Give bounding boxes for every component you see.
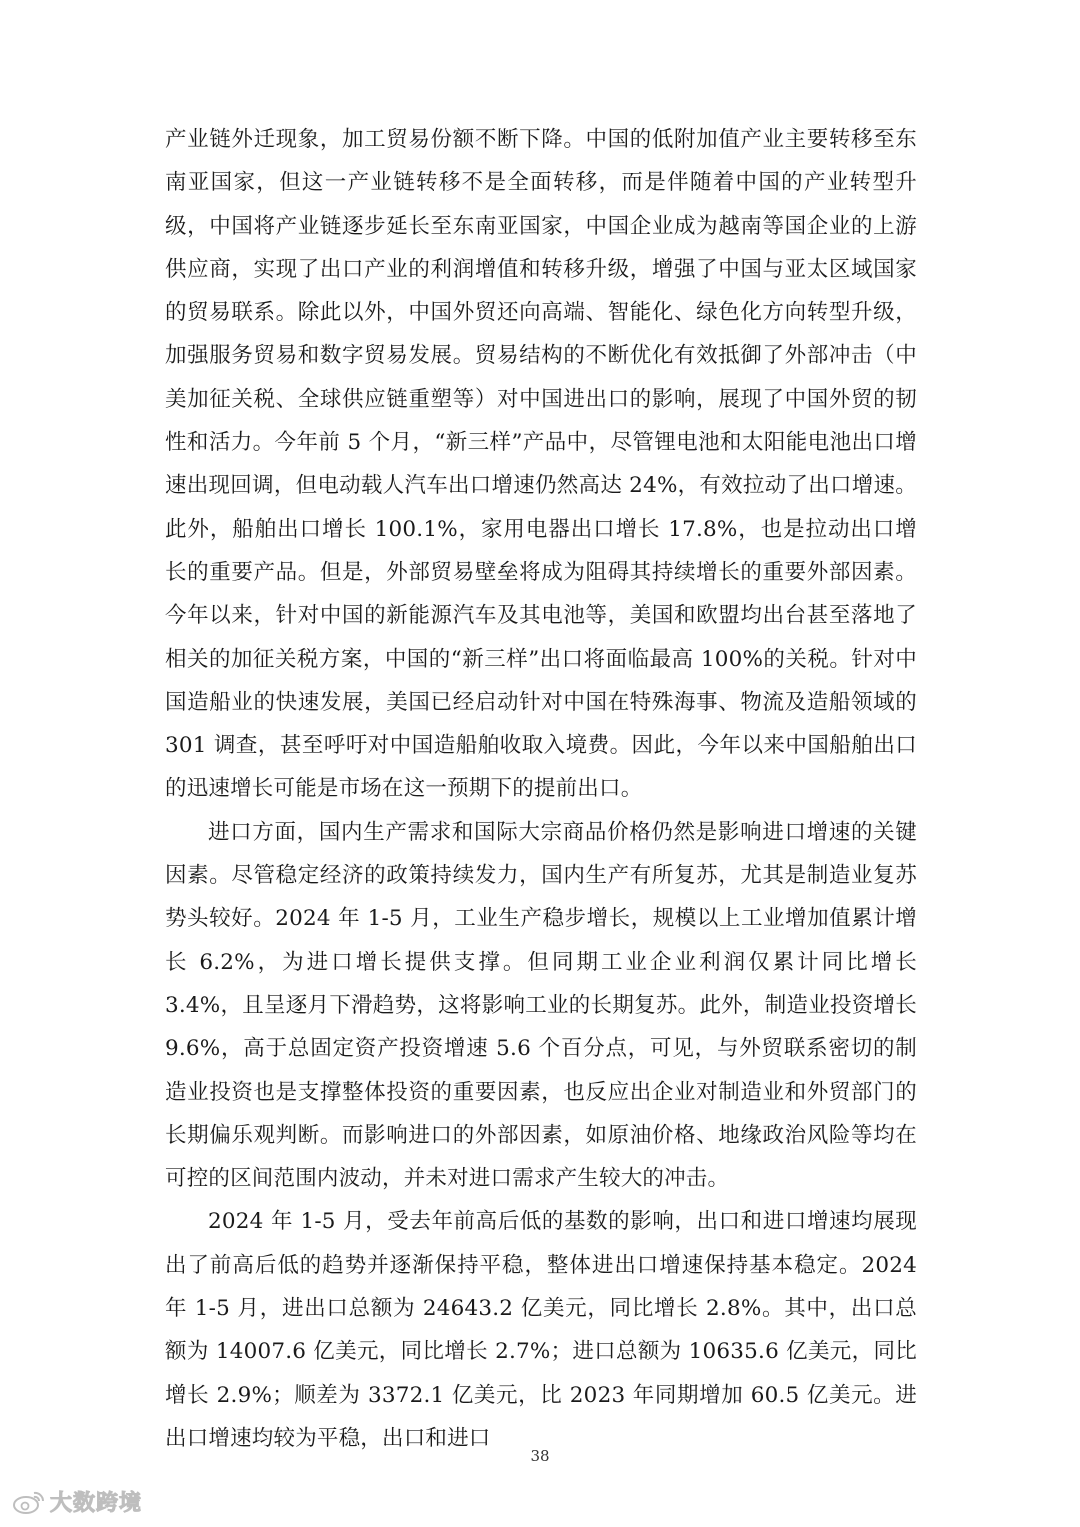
- paragraph-3: 2024 年 1-5 月，受去年前高后低的基数的影响，出口和进口增速均展现出了前高后低的趋势并逐渐保持平稳，整体进出口增速保持基本稳定。2024 年 1-5 月，进出口总额为 24643.2 亿美元，同比增长 2.8%。其中，出口总额为 14007.6 亿美元，同比增长 2.7%；进口总额为 10635.6 亿美元，同比增长 2.9%；顺差为 3372.1 亿美元，比 2023 年同期增加 60.5 亿美元。进出口增速均较为平稳，出口和进口: [165, 1209, 917, 1451]
- paragraph-1: 产业链外迁现象，加工贸易份额不断下降。中国的低附加值产业主要转移至东南亚国家，但这一产业链转移不是全面转移，而是伴随着中国的产业转型升级，中国将产业链逐步延长至东南亚国家，中国企业成为越南等国企业的上游供应商，实现了出口产业的利润增值和转移升级，增强了中国与亚太区域国家的贸易联系。除此以外，中国外贸还向高端、智能化、绿色化方向转型升级，加强服务贸易和数字贸易发展。贸易结构的不断优化有效抵御了外部冲击（中美加征关税、全球供应链重塑等）对中国进出口的影响，展现了中国外贸的韧性和活力。今年前 5 个月，“新三样”产品中，尽管锂电池和太阳能电池出口增速出现回调，但电动载人汽车出口增速仍然高达 24%，有效拉动了出口增速。此外，船舶出口增长 100.1%，家用电器出口增长 17.8%，也是拉动出口增长的重要产品。但是，外部贸易壁垒将成为阻碍其持续增长的重要外部因素。今年以来，针对中国的新能源汽车及其电池等，美国和欧盟均出台甚至落地了相关的加征关税方案，中国的“新三样”出口将面临最高 100%的关税。针对中国造船业的快速发展，美国已经启动针对中国在特殊海事、物流及造船领域的 301 调查，甚至呼吁对中国造船舶收取入境费。因此，今年以来中国船舶出口的迅速增长可能是市场在这一预期下的提前出口。: [165, 127, 917, 802]
- watermark: [12, 1486, 142, 1517]
- document-body: [165, 118, 917, 1460]
- watermark-text: 大数跨境: [50, 1491, 143, 1516]
- paragraph-2: 进口方面，国内生产需求和国际大宗商品价格仍然是影响进口增速的关键因素。尽管稳定经济的政策持续发力，国内生产有所复苏，尤其是制造业复苏势头较好。2024 年 1-5 月，工业生产稳步增长，规模以上工业增加值累计增长 6.2%，为进口增长提供支撑。但同期工业企业利润仅累计同比增长 3.4%，且呈逐月下滑趋势，这将影响工业的长期复苏。此外，制造业投资增长 9.6%，高于总固定资产投资增速 5.6 个百分点，可见，与外贸联系密切的制造业投资也是支撑整体投资的重要因素，也反应出企业对制造业和外贸部门的长期偏乐观判断。而影响进口的外部因素，如原油价格、地缘政治风险等均在可控的区间范围内波动，并未对进口需求产生较大的冲击。: [165, 819, 917, 1192]
- weibo-icon: [12, 1489, 46, 1515]
- page-number: 38: [530, 1447, 550, 1465]
